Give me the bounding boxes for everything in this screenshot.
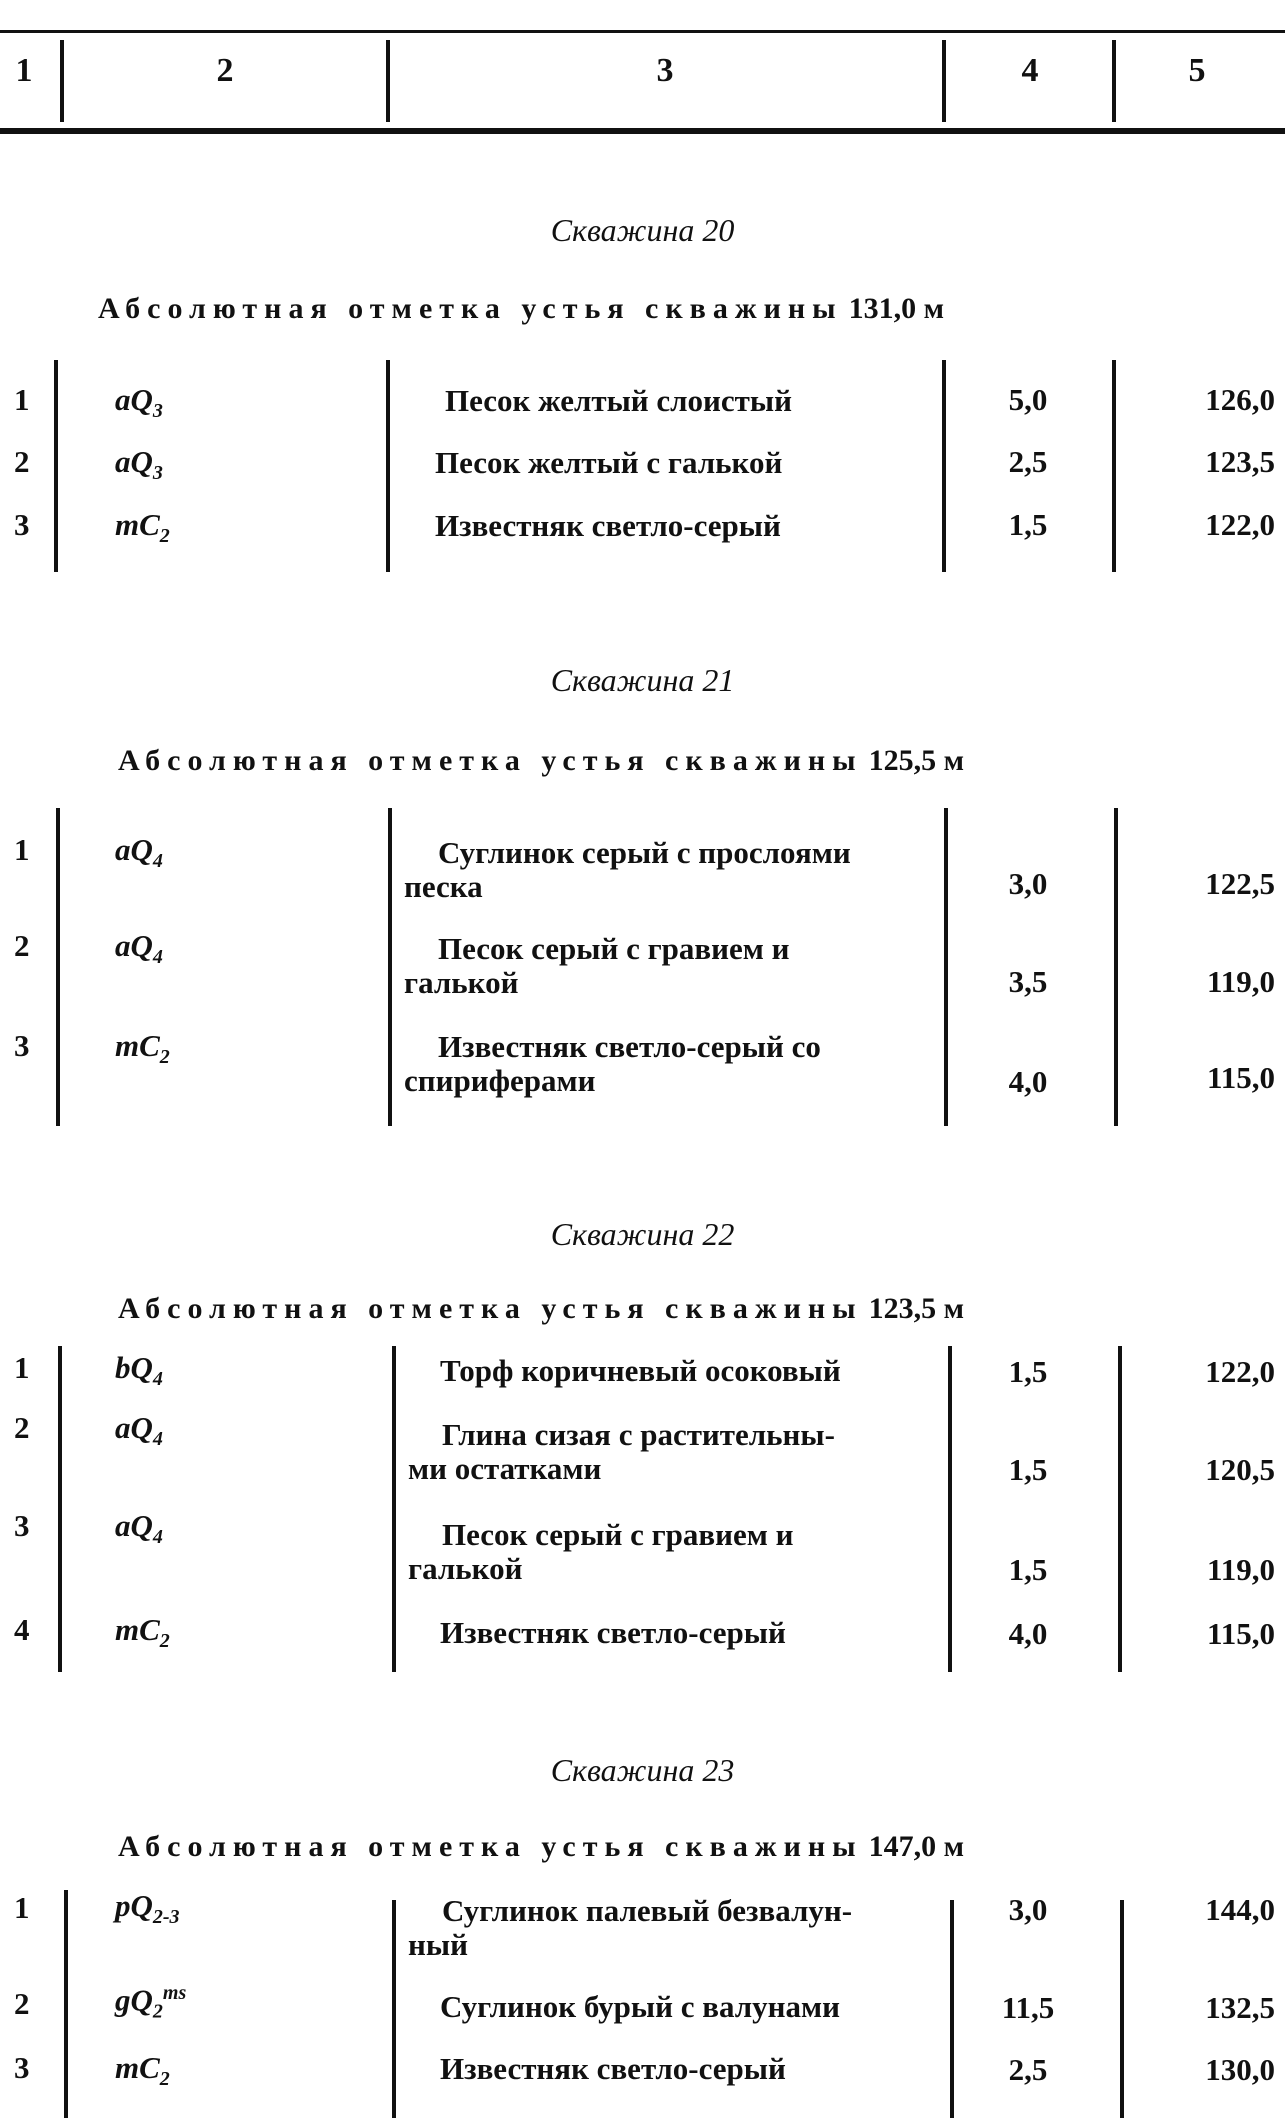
description-line-2: галькой [408, 1551, 523, 1586]
index-base: aQ [115, 444, 153, 479]
layer-thickness: 3,5 [1008, 964, 1048, 999]
layer-description [404, 836, 934, 904]
layer-number: 1 [14, 1350, 30, 1385]
layer-thickness: 4,0 [1008, 1616, 1048, 1651]
layer-bottom-elevation: 122,0 [1205, 507, 1275, 542]
layer-thickness: 3,0 [1008, 1892, 1048, 1927]
index-base: mC [115, 2050, 160, 2085]
layer-description: Известняк светло-серый [440, 2051, 786, 2086]
stratigraphic-index [115, 928, 163, 969]
header-divider [60, 40, 64, 122]
column-divider [54, 360, 58, 572]
elevation-label: Абсолютная отметка устья скважины [98, 292, 843, 325]
layer-number: 1 [14, 832, 30, 867]
index-base: mC [115, 1612, 160, 1647]
column-divider [388, 808, 392, 1126]
description-line-2: спириферами [404, 1063, 596, 1098]
layer-bottom-elevation: 132,5 [1205, 1990, 1275, 2025]
stratigraphic-index [115, 1028, 170, 1069]
column-divider [1120, 1900, 1124, 2118]
elevation-value: 147,0 м [868, 1830, 965, 1863]
column-divider [1114, 808, 1118, 1126]
stratigraphic-index [115, 1410, 163, 1451]
layer-thickness: 1,5 [1008, 1452, 1048, 1487]
description-line-1: Суглинок серый с прослоями [438, 835, 851, 870]
stratigraphic-index [115, 507, 170, 548]
column-divider [64, 1890, 68, 2118]
description-line-1: Песок серый с гравием и [438, 931, 790, 966]
description-line-1: Глина сизая с растительны- [442, 1417, 835, 1452]
elevation-line [118, 1830, 964, 1864]
column-divider [58, 1346, 62, 1672]
header-col-3: 3 [656, 52, 674, 89]
header-divider [386, 40, 390, 122]
well-title: Скважина 23 [550, 1752, 735, 1788]
index-base: bQ [115, 1350, 153, 1385]
layer-thickness: 2,5 [1008, 444, 1048, 479]
description-line-1: Известняк светло-серый со [438, 1029, 821, 1064]
header-bottom-rule [0, 128, 1285, 134]
header-col-1: 1 [15, 52, 33, 89]
layer-thickness: 5,0 [1008, 382, 1048, 417]
stratigraphic-index [115, 1508, 163, 1549]
index-base: mC [115, 507, 160, 542]
layer-number: 3 [14, 2050, 30, 2085]
index-base: gQ [115, 1982, 153, 2018]
stratigraphic-index [115, 2050, 170, 2091]
layer-thickness: 2,5 [1008, 2052, 1048, 2087]
index-base: pQ [115, 1888, 153, 1923]
layer-bottom-elevation: 144,0 [1205, 1892, 1275, 1927]
header-divider [942, 40, 946, 122]
description-line-2: ный [408, 1927, 468, 1962]
index-sub: 3 [152, 462, 163, 485]
description-line-2: песка [404, 869, 483, 904]
stratigraphic-index [115, 1612, 170, 1653]
layer-description: Известняк светло-серый [435, 508, 781, 543]
elevation-value: 131,0 м [848, 292, 945, 325]
index-sub: 2-3 [152, 1906, 180, 1929]
index-sub: 4 [152, 1428, 163, 1451]
layer-description [408, 1418, 938, 1486]
layer-description: Торф коричневый осоковый [440, 1353, 841, 1388]
layer-thickness: 4,0 [1008, 1064, 1048, 1099]
layer-thickness: 11,5 [1001, 1990, 1055, 2025]
layer-bottom-elevation: 126,0 [1205, 382, 1275, 417]
layer-number: 2 [14, 1410, 30, 1445]
elevation-label: Абсолютная отметка устья скважины [118, 1830, 863, 1863]
description-line-1: Песок серый с гравием и [442, 1517, 794, 1552]
header-col-2: 2 [216, 52, 234, 89]
layer-description [408, 1894, 938, 1962]
layer-bottom-elevation: 122,0 [1205, 1354, 1275, 1389]
stratigraphic-index [115, 382, 163, 423]
index-sub: 2 [159, 2068, 170, 2091]
layer-number: 2 [14, 928, 30, 963]
well-title: Скважина 21 [550, 662, 735, 698]
layer-number: 1 [14, 382, 30, 417]
description-line-2: ми остатками [408, 1451, 602, 1486]
elevation-label: Абсолютная отметка устья скважины [118, 744, 863, 777]
index-sub: 4 [152, 946, 163, 969]
column-divider [1112, 360, 1116, 572]
index-base: aQ [115, 1410, 153, 1445]
layer-bottom-elevation: 130,0 [1205, 2052, 1275, 2087]
index-base: aQ [115, 382, 153, 417]
stratigraphic-index [115, 832, 163, 873]
index-sub: 4 [152, 1526, 163, 1549]
elevation-line [118, 1292, 964, 1326]
column-divider [386, 360, 390, 572]
stratigraphic-index [115, 1888, 180, 1929]
layer-thickness: 1,5 [1008, 1552, 1048, 1587]
layer-bottom-elevation: 115,0 [1206, 1060, 1275, 1095]
index-base: mC [115, 1028, 160, 1063]
index-base: aQ [115, 832, 153, 867]
layer-bottom-elevation: 115,0 [1206, 1616, 1275, 1651]
layer-number: 4 [14, 1612, 30, 1647]
layer-number: 3 [14, 1508, 30, 1543]
elevation-value: 125,5 м [868, 744, 965, 777]
index-base: aQ [115, 928, 153, 963]
header-col-5: 5 [1188, 52, 1206, 89]
elevation-line [98, 292, 944, 326]
column-divider [392, 1900, 396, 2118]
index-sub: 3 [152, 400, 163, 423]
stratigraphic-index [115, 444, 163, 485]
layer-description: Песок желтый с галькой [435, 445, 783, 480]
layer-bottom-elevation: 120,5 [1205, 1452, 1275, 1487]
column-divider [392, 1346, 396, 1672]
layer-description: Суглинок бурый с валунами [440, 1989, 840, 2024]
layer-description [404, 932, 934, 1000]
layer-bottom-elevation: 119,0 [1206, 1552, 1275, 1587]
layer-number: 1 [14, 1890, 30, 1925]
header-divider [1112, 40, 1116, 122]
index-sub: 2 [152, 2000, 163, 2023]
column-divider [1118, 1346, 1122, 1672]
index-sub: 4 [152, 1368, 163, 1391]
description-line-1: Суглинок палевый безвалун- [442, 1893, 853, 1928]
header-top-rule [0, 30, 1285, 33]
stratigraphic-index [115, 1982, 186, 2024]
layer-thickness: 1,5 [1008, 507, 1048, 542]
header-col-4: 4 [1021, 52, 1039, 89]
column-divider [56, 808, 60, 1126]
index-sub: 2 [159, 1630, 170, 1653]
layer-bottom-elevation: 122,5 [1205, 866, 1275, 901]
well-title: Скважина 22 [550, 1216, 735, 1252]
index-sup: ms [162, 1982, 187, 2004]
index-sub: 2 [159, 1046, 170, 1069]
stratigraphic-index [115, 1350, 163, 1391]
layer-number: 3 [14, 507, 30, 542]
index-base: aQ [115, 1508, 153, 1543]
elevation-line [118, 744, 964, 778]
elevation-label: Абсолютная отметка устья скважины [118, 1292, 863, 1325]
layer-description [404, 1030, 934, 1098]
layer-description [408, 1518, 938, 1586]
layer-description: Известняк светло-серый [440, 1615, 786, 1650]
layer-bottom-elevation: 123,5 [1205, 444, 1275, 479]
index-sub: 2 [159, 525, 170, 548]
layer-number: 2 [14, 1986, 30, 2021]
layer-bottom-elevation: 119,0 [1206, 964, 1275, 999]
description-line-2: галькой [404, 965, 519, 1000]
layer-number: 2 [14, 444, 30, 479]
layer-number: 3 [14, 1028, 30, 1063]
layer-thickness: 1,5 [1008, 1354, 1048, 1389]
column-divider [944, 808, 948, 1126]
layer-description: Песок желтый слоистый [445, 383, 792, 418]
layer-thickness: 3,0 [1008, 866, 1048, 901]
well-title: Скважина 20 [550, 212, 735, 248]
index-sub: 4 [152, 850, 163, 873]
elevation-value: 123,5 м [868, 1292, 965, 1325]
